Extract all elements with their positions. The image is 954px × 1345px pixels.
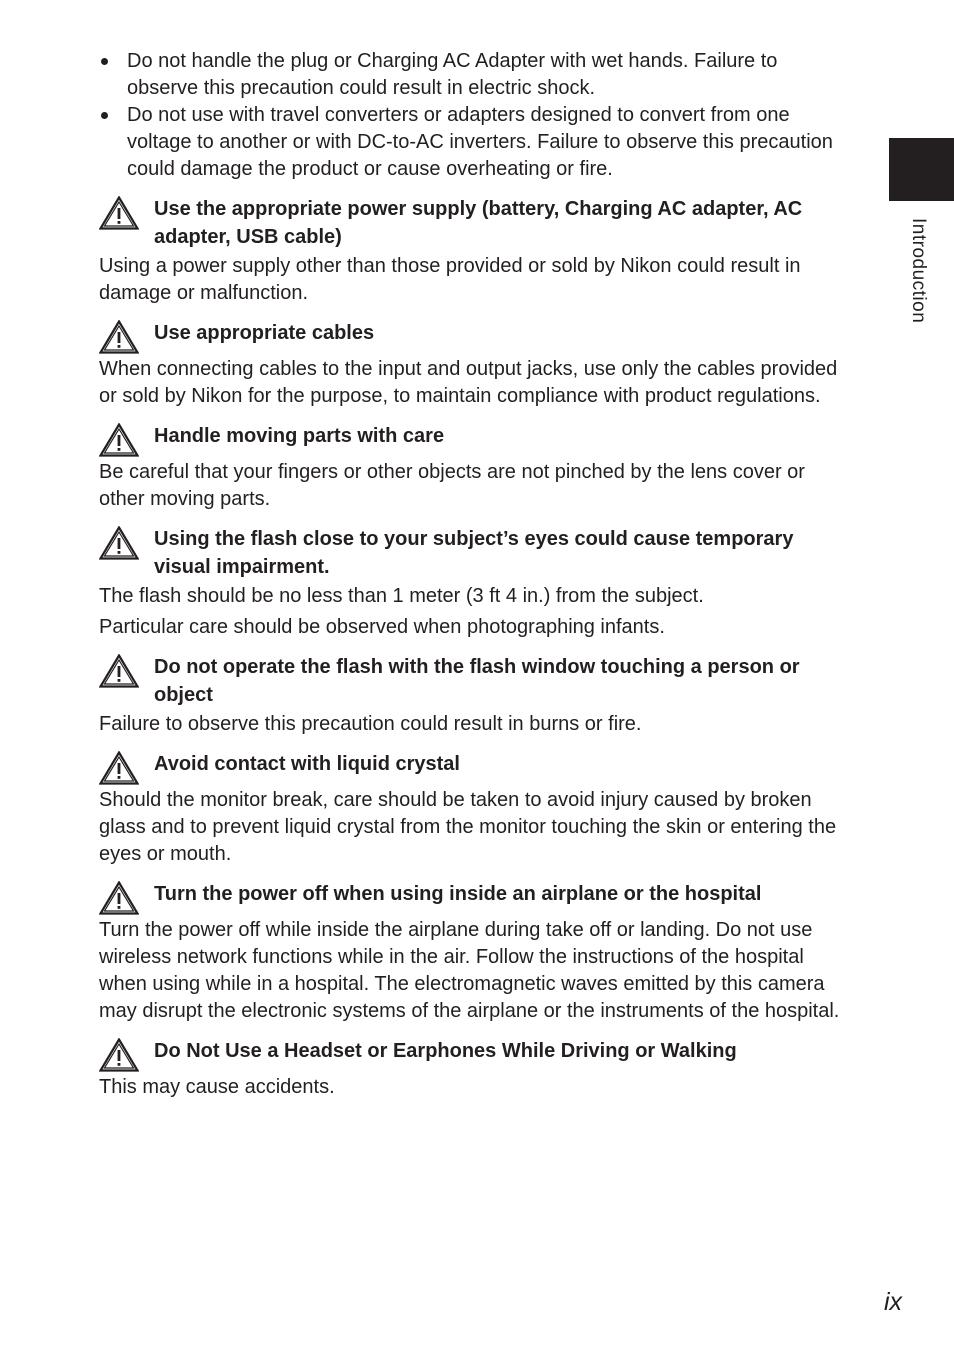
warning-title: Use the appropriate power supply (battery, Charging AC adapter, AC adapter, USB cable) — [154, 198, 803, 248]
warning-section — [99, 880, 851, 1025]
warning-title: Avoid contact with liquid crystal — [154, 753, 460, 775]
warning-title: Turn the power off when using inside an airplane or the hospital — [154, 883, 762, 905]
warning-heading — [99, 319, 851, 354]
warning-body-text: Using a power supply other than those provided or sold by Nikon could result in damage or malfunction. — [99, 255, 801, 304]
page-content — [99, 48, 851, 1101]
warning-section — [99, 750, 851, 868]
warning-heading — [99, 653, 851, 709]
warning-section — [99, 195, 851, 307]
warning-section — [99, 653, 851, 738]
warning-triangle-icon — [99, 654, 139, 688]
warning-sections — [99, 195, 851, 1101]
warning-body-text: Should the monitor break, care should be taken to avoid injury caused by broken glass and to prevent liquid crystal from the monitor touching the skin or entering the eyes or mouth. — [99, 789, 837, 865]
warning-triangle-icon — [99, 1038, 139, 1072]
warning-title: Use appropriate cables — [154, 322, 375, 344]
warning-title: Handle moving parts with care — [154, 425, 445, 447]
warning-title: Do Not Use a Headset or Earphones While Driving or Walking — [154, 1040, 737, 1062]
warning-heading — [99, 195, 851, 251]
warning-body-text: Turn the power off while inside the airplane during take off or landing. Do not use wireless network functions while in the air. Follow the instructions of the hospital when using while in a hospital. The electromagnetic waves emitted by this camera may disrupt the electronic systems of the airplane or the instruments of the hospital. — [99, 919, 840, 1022]
warning-heading — [99, 880, 851, 915]
warning-title: Do not operate the flash with the flash window touching a person or object — [154, 656, 800, 706]
bullet-item: Do not handle the plug or Charging AC Adapter with wet hands. Failure to observe this precaution could result in electric shock. — [99, 48, 851, 102]
warning-section — [99, 1037, 851, 1101]
warning-heading — [99, 525, 851, 581]
warning-body-text: The flash should be no less than 1 meter (3 ft 4 in.) from the subject. — [99, 585, 704, 607]
warning-body-text: Be careful that your fingers or other objects are not pinched by the lens cover or other moving parts. — [99, 461, 805, 510]
warning-title: Using the flash close to your subject’s eyes could cause temporary visual impairment. — [154, 528, 794, 578]
warning-heading — [99, 1037, 851, 1072]
warning-triangle-icon — [99, 196, 139, 230]
bullet-item: Do not use with travel converters or adapters designed to convert from one voltage to another or with DC-to-AC inverters. Failure to observe this precaution could damage the product or cause overheating or fire. — [99, 102, 851, 183]
warning-triangle-icon — [99, 526, 139, 560]
warning-section — [99, 319, 851, 410]
warning-body-text: This may cause accidents. — [99, 1076, 335, 1098]
section-label: Introduction — [908, 218, 929, 324]
warning-body-text: Failure to observe this precaution could result in burns or fire. — [99, 713, 642, 735]
warning-body-text: When connecting cables to the input and output jacks, use only the cables provided or sold by Nikon for the purpose, to maintain compliance with product regulations. — [99, 358, 838, 407]
warning-triangle-icon — [99, 751, 139, 785]
warning-body-text: Particular care should be observed when photographing infants. — [99, 616, 665, 638]
warning-triangle-icon — [99, 320, 139, 354]
warning-section — [99, 525, 851, 641]
warning-triangle-icon — [99, 881, 139, 915]
warning-section — [99, 422, 851, 513]
warning-heading — [99, 422, 851, 457]
precaution-bullet-list — [99, 48, 851, 183]
section-tab-marker — [889, 138, 954, 201]
page-number: ix — [884, 1288, 903, 1316]
warning-triangle-icon — [99, 423, 139, 457]
warning-heading — [99, 750, 851, 785]
